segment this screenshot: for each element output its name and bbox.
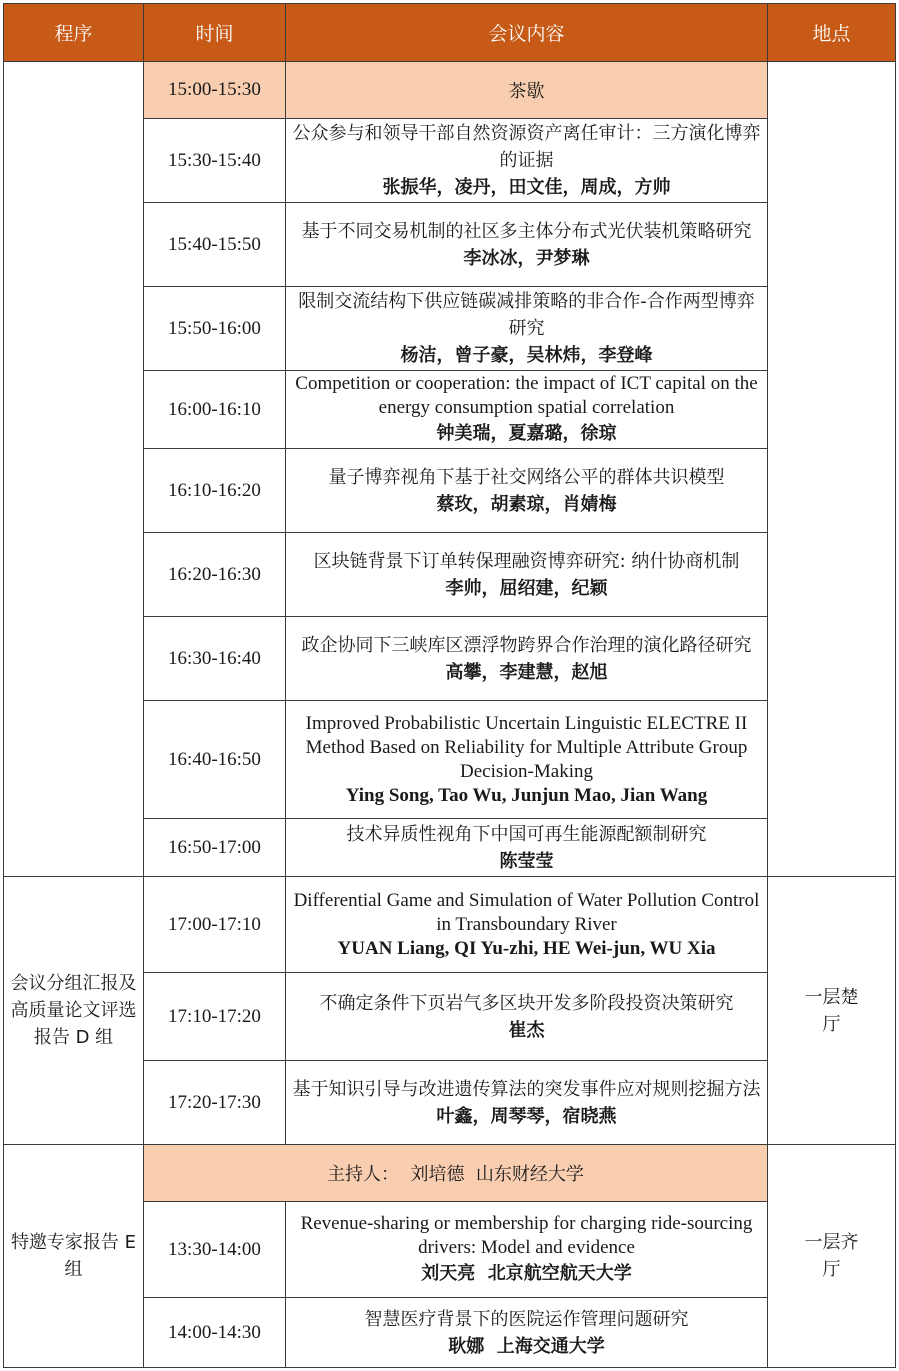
group-d-venue: 一层楚厅 — [768, 877, 896, 1145]
time-cell: 17:20-17:30 — [144, 1061, 286, 1145]
time-cell: 15:50-16:00 — [144, 287, 286, 371]
paper-authors: YUAN Liang, QI Yu-zhi, HE Wei-jun, WU Xia — [337, 937, 716, 959]
time-cell: 16:40-16:50 — [144, 701, 286, 819]
content-cell — [286, 119, 768, 203]
time-cell: 16:50-17:00 — [144, 819, 286, 877]
header-content: 会议内容 — [286, 4, 768, 62]
paper-authors: 耿娜 上海交通大学 — [448, 1335, 605, 1357]
content-cell — [286, 1061, 768, 1145]
paper-title: Competition or cooperation: the impact of ICT capital on the energy consumption spatial correlation — [295, 373, 758, 418]
content-cell — [286, 287, 768, 371]
content-cell — [286, 449, 768, 533]
time-cell: 15:40-15:50 — [144, 203, 286, 287]
time-cell: 15:30-15:40 — [144, 119, 286, 203]
paper-authors: 刘天亮 北京航空航天大学 — [421, 1263, 632, 1284]
content-cell — [286, 973, 768, 1061]
paper-title: 量子博弈视角下基于社交网络公平的群体共识模型 — [328, 466, 725, 488]
paper-authors: 李帅，屈绍建，纪颖 — [445, 577, 608, 599]
time-cell: 16:10-16:20 — [144, 449, 286, 533]
time-cell: 16:20-16:30 — [144, 533, 286, 617]
session-row — [4, 877, 896, 973]
paper-authors: 钟美瑞，夏嘉璐，徐琼 — [436, 423, 617, 444]
host-label: 主持人： 刘培德 山东财经大学 — [144, 1145, 768, 1202]
break-label: 茶歇 — [286, 62, 768, 119]
paper-authors: 杨洁，曾子豪，吴林炜，李登峰 — [400, 345, 653, 366]
paper-title: 公众参与和领导干部自然资源资产离任审计：三方演化博弈的证据 — [292, 123, 761, 171]
paper-title: Revenue-sharing or membership for charging ride-sourcing drivers: Model and evidence — [300, 1213, 753, 1258]
content-cell — [286, 203, 768, 287]
header-venue: 地点 — [768, 4, 896, 62]
paper-authors: 高攀，李建慧，赵旭 — [445, 661, 608, 683]
paper-title: Differential Game and Simulation of Water Pollution Control in Transboundary River — [293, 889, 760, 935]
paper-authors: 张振华，凌丹，田文佳，周成，方帅 — [382, 177, 671, 198]
time-cell: 17:10-17:20 — [144, 973, 286, 1061]
break-row — [4, 62, 896, 119]
time-cell: 14:00-14:30 — [144, 1298, 286, 1368]
group-e-venue: 一层齐厅 — [768, 1145, 896, 1368]
time-cell: 15:00-15:30 — [144, 62, 286, 119]
group-cell-empty — [4, 62, 144, 877]
time-cell: 16:00-16:10 — [144, 371, 286, 449]
paper-authors: 叶鑫，周琴琴，宿晓燕 — [436, 1105, 617, 1127]
paper-title: Improved Probabilistic Uncertain Linguistic ELECTRE II Method Based on Reliability for Multiple Attribute Group Decision-Making — [305, 712, 748, 782]
paper-title: 不确定条件下页岩气多区块开发多阶段投资决策研究 — [319, 992, 734, 1014]
group-d-label: 会议分组汇报及高质量论文评选报告 D 组 — [4, 877, 144, 1145]
content-cell — [286, 371, 768, 449]
paper-authors: 蔡玫，胡素琼，肖婧梅 — [436, 493, 617, 515]
content-cell — [286, 877, 768, 973]
time-cell: 13:30-14:00 — [144, 1202, 286, 1298]
paper-authors: 崔杰 — [508, 1019, 545, 1041]
time-cell: 16:30-16:40 — [144, 617, 286, 701]
paper-title: 基于知识引导与改进遗传算法的突发事件应对规则挖掘方法 — [292, 1078, 761, 1100]
header-order: 程序 — [4, 4, 144, 62]
header-row — [4, 4, 896, 62]
paper-authors: 陈莹莹 — [499, 850, 554, 872]
header-time: 时间 — [144, 4, 286, 62]
content-cell — [286, 1202, 768, 1298]
paper-title: 限制交流结构下供应链碳减排策略的非合作-合作两型博弈研究 — [298, 291, 755, 339]
content-cell — [286, 819, 768, 877]
content-cell — [286, 617, 768, 701]
content-cell — [286, 1298, 768, 1368]
paper-title: 智慧医疗背景下的医院运作管理问题研究 — [364, 1308, 689, 1330]
venue-cell-empty — [768, 62, 896, 877]
paper-title: 区块链背景下订单转保理融资博弈研究: 纳什协商机制 — [313, 550, 740, 572]
paper-title: 技术异质性视角下中国可再生能源配额制研究 — [346, 823, 707, 845]
paper-authors: 李冰冰，尹梦琳 — [463, 247, 590, 269]
group-e-label: 特邀专家报告 E 组 — [4, 1145, 144, 1368]
content-cell — [286, 533, 768, 617]
paper-title: 政企协同下三峡库区漂浮物跨界合作治理的演化路径研究 — [301, 634, 752, 656]
paper-title: 基于不同交易机制的社区多主体分布式光伏装机策略研究 — [301, 220, 752, 242]
content-cell — [286, 701, 768, 819]
time-cell: 17:00-17:10 — [144, 877, 286, 973]
schedule-table — [3, 3, 896, 1368]
paper-authors: Ying Song, Tao Wu, Junjun Mao, Jian Wang — [345, 784, 708, 806]
host-row — [4, 1145, 896, 1202]
